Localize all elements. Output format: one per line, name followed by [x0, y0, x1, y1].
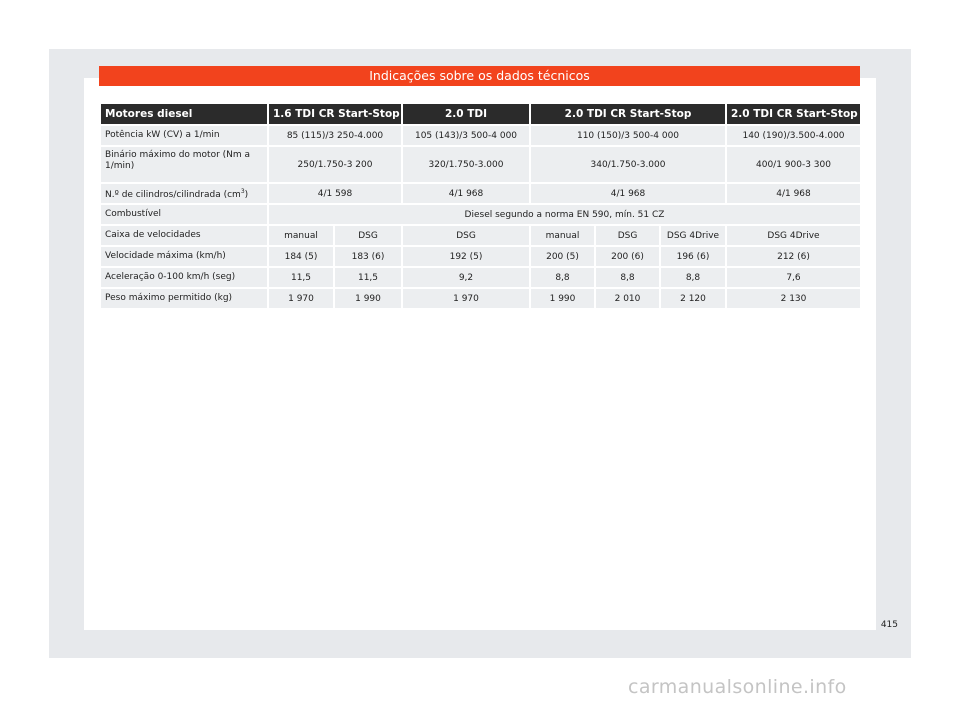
- table-cell: 400/1 900-3 300: [726, 146, 861, 183]
- page-number: 415: [880, 620, 898, 630]
- row-label-acceleration: Aceleração 0-100 km/h (seg): [100, 267, 268, 288]
- header-engine-type: Motores diesel: [100, 103, 268, 125]
- table-row: [100, 146, 861, 183]
- table-row: [100, 267, 861, 288]
- header-engine-2: 2.0 TDI: [402, 103, 530, 125]
- header-engine-4: 2.0 TDI CR Start-Stop: [726, 103, 861, 125]
- row-label-fuel: Combustível: [100, 204, 268, 225]
- table-cell: 1 970: [402, 288, 530, 309]
- table-cell: DSG 4Drive: [660, 225, 726, 246]
- row-label-power: Potência kW (CV) a 1/min: [100, 125, 268, 146]
- table-header-row: [100, 103, 861, 125]
- row-label-max-weight: Peso máximo permitido (kg): [100, 288, 268, 309]
- table-cell: 1 970: [268, 288, 334, 309]
- table-cell: 196 (6): [660, 246, 726, 267]
- table-row: [100, 288, 861, 309]
- table-cell: 320/1.750-3.000: [402, 146, 530, 183]
- table-cell: 105 (143)/3 500-4 000: [402, 125, 530, 146]
- row-label-gearbox: Caixa de velocidades: [100, 225, 268, 246]
- table-cell: 200 (6): [595, 246, 660, 267]
- table-cell: 183 (6): [334, 246, 402, 267]
- table-row: [100, 225, 861, 246]
- table-cell: DSG: [334, 225, 402, 246]
- table-cell: 340/1.750-3.000: [530, 146, 726, 183]
- table-cell: manual: [268, 225, 334, 246]
- table-cell: 110 (150)/3 500-4 000: [530, 125, 726, 146]
- table-cell: 4/1 968: [726, 183, 861, 204]
- table-row: [100, 183, 861, 204]
- table-cell: 250/1.750-3 200: [268, 146, 402, 183]
- row-label-cylinders-text: N.º de cilindros/cilindrada (cm: [105, 190, 241, 200]
- table-cell: 2 130: [726, 288, 861, 309]
- table-cell: 192 (5): [402, 246, 530, 267]
- table-cell: 11,5: [268, 267, 334, 288]
- table-cell: 8,8: [660, 267, 726, 288]
- row-label-torque: Binário máximo do motor (Nm a 1/min): [100, 146, 268, 183]
- table-cell: 4/1 968: [402, 183, 530, 204]
- table-cell: 2 010: [595, 288, 660, 309]
- table-cell: 1 990: [334, 288, 402, 309]
- header-engine-3: 2.0 TDI CR Start-Stop: [530, 103, 726, 125]
- table-cell: DSG: [402, 225, 530, 246]
- table-cell: 140 (190)/3.500-4.000: [726, 125, 861, 146]
- table-cell: 11,5: [334, 267, 402, 288]
- row-label-top-speed: Velocidade máxima (km/h): [100, 246, 268, 267]
- row-label-cylinders: [100, 183, 268, 204]
- table-row: [100, 204, 861, 225]
- table-row: [100, 246, 861, 267]
- technical-data-table: [99, 102, 862, 310]
- table-row: [100, 125, 861, 146]
- table-cell: 7,6: [726, 267, 861, 288]
- table-cell: Diesel segundo a norma EN 590, mín. 51 CZ: [268, 204, 861, 225]
- table-cell: 8,8: [530, 267, 595, 288]
- superscript-3: 3: [240, 188, 245, 195]
- table-cell: DSG: [595, 225, 660, 246]
- section-title: Indicações sobre os dados técnicos: [99, 66, 860, 86]
- table-cell: 184 (5): [268, 246, 334, 267]
- table-cell: 8,8: [595, 267, 660, 288]
- table-cell: 1 990: [530, 288, 595, 309]
- table-cell: 4/1 598: [268, 183, 402, 204]
- table-cell: 85 (115)/3 250-4.000: [268, 125, 402, 146]
- header-engine-1: 1.6 TDI CR Start-Stop: [268, 103, 402, 125]
- watermark: carmanualsonline.info: [628, 676, 847, 698]
- table-cell: 9,2: [402, 267, 530, 288]
- table-cell: 4/1 968: [530, 183, 726, 204]
- table-cell: 212 (6): [726, 246, 861, 267]
- table-cell: DSG 4Drive: [726, 225, 861, 246]
- table-cell: manual: [530, 225, 595, 246]
- table-cell: 200 (5): [530, 246, 595, 267]
- row-label-cylinders-end: ): [244, 190, 249, 200]
- table-cell: 2 120: [660, 288, 726, 309]
